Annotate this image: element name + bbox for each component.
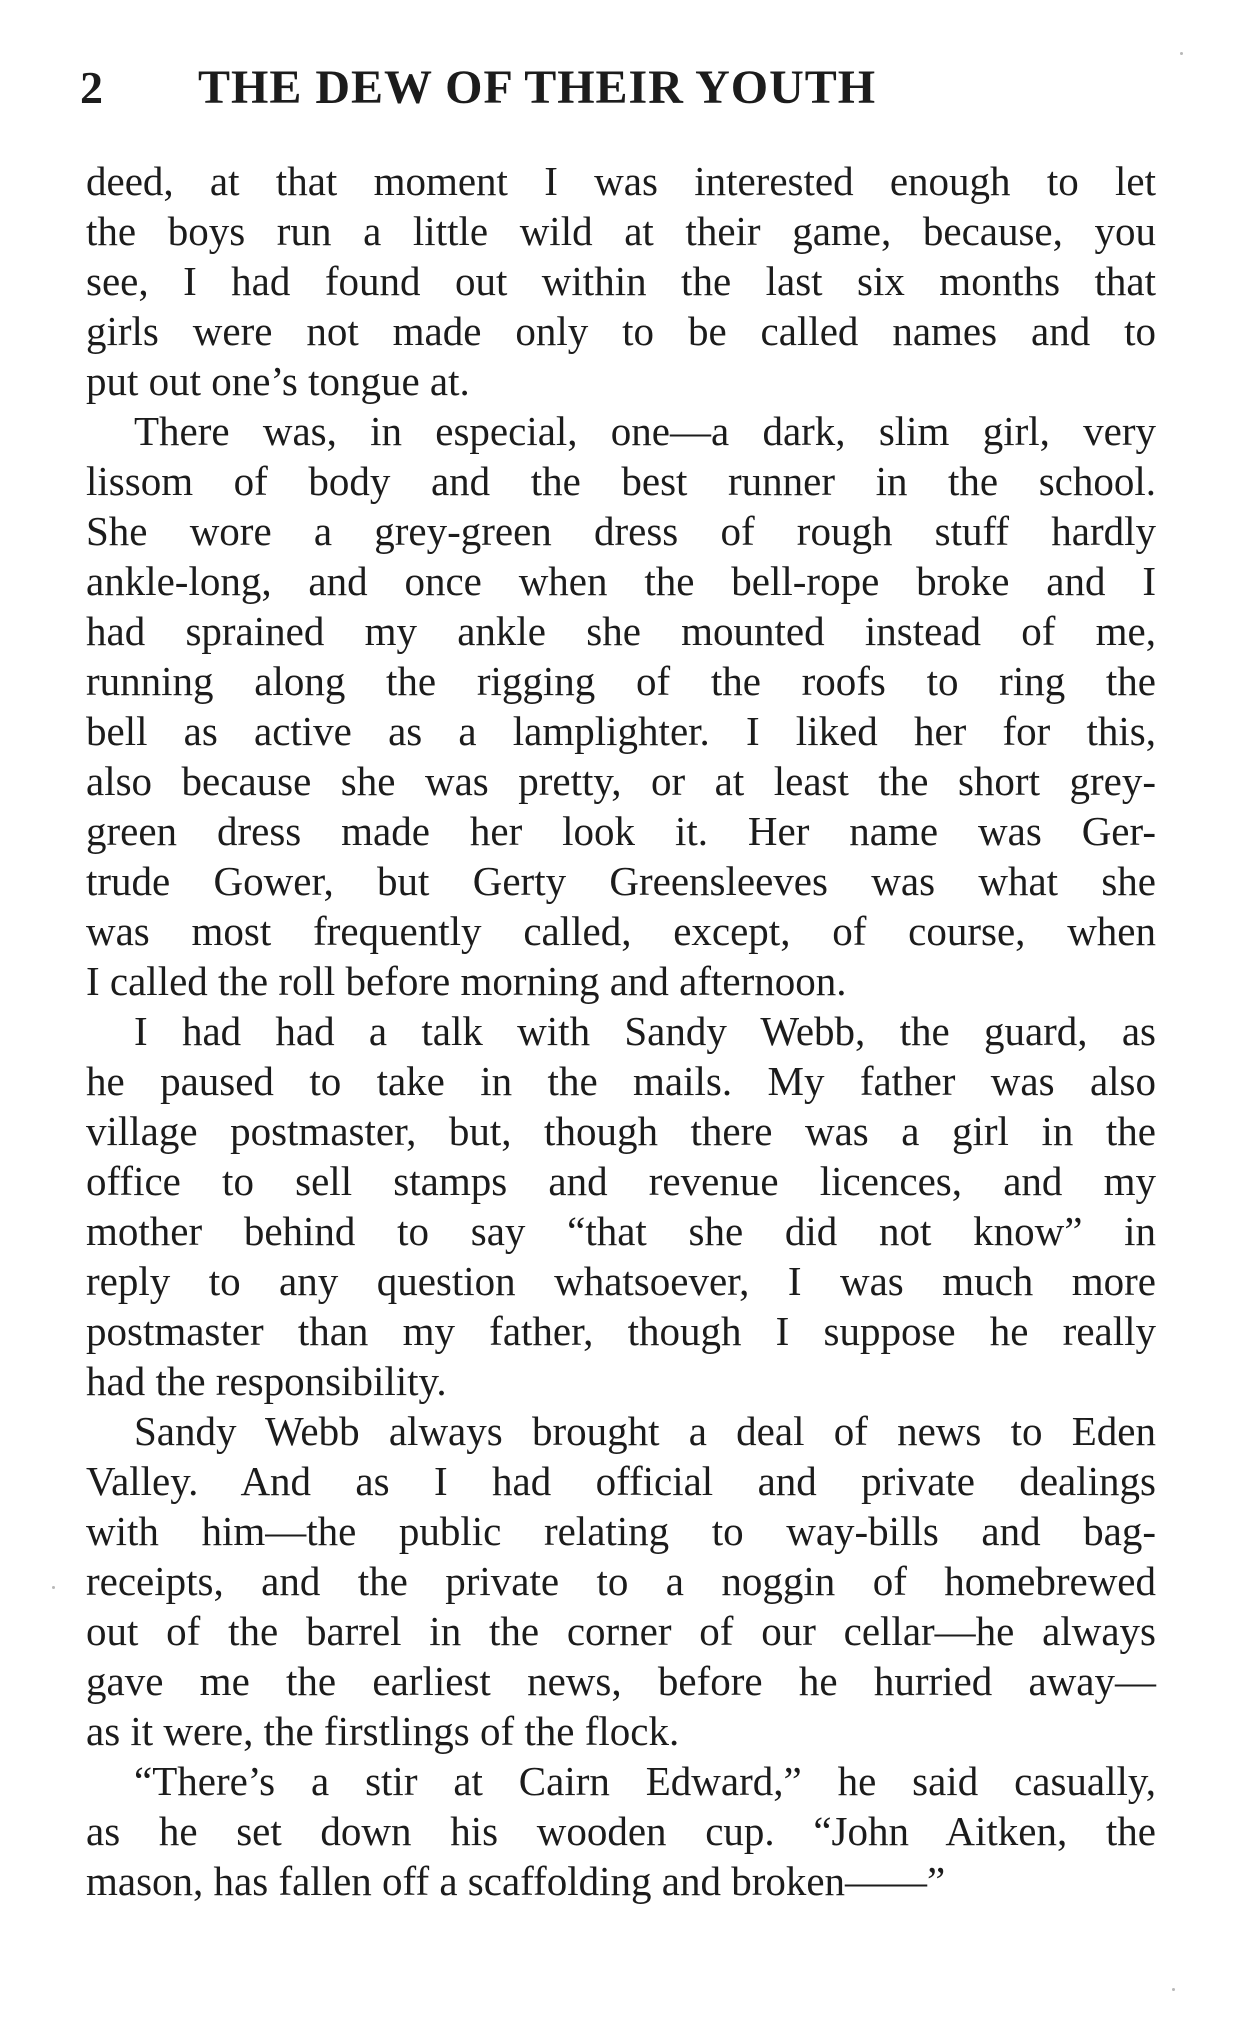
text-line: out of the barrel in the corner of our cellar—he always	[86, 1608, 1156, 1654]
text-line: receipts, and the private to a noggin of homebrewed	[86, 1558, 1156, 1604]
body-text	[86, 156, 1156, 1906]
text-line: trude Gower, but Gerty Greensleeves was what she	[86, 858, 1156, 904]
text-line: had sprained my ankle she mounted instead of me,	[86, 608, 1156, 654]
text-line: with him—the public relating to way-bills and bag-	[86, 1508, 1156, 1554]
text-line: office to sell stamps and revenue licences, and my	[86, 1158, 1156, 1204]
text-line: as it were, the firstlings of the flock.	[86, 1708, 680, 1754]
text-line: I called the roll before morning and afternoon.	[86, 958, 847, 1004]
text-line: “There’s a stir at Cairn Edward,” he said casually,	[134, 1758, 1156, 1804]
paper-speck	[52, 1586, 55, 1589]
text-line: There was, in especial, one—a dark, slim girl, very	[134, 408, 1156, 454]
text-line: running along the rigging of the roofs to ring the	[86, 658, 1156, 704]
text-line: girls were not made only to be called names and to	[86, 308, 1156, 354]
text-line: mason, has fallen off a scaffolding and broken——”	[86, 1858, 946, 1904]
text-line: bell as active as a lamplighter. I liked her for this,	[86, 708, 1156, 754]
text-line: deed, at that moment I was interested enough to let	[86, 158, 1156, 204]
text-line: also because she was pretty, or at least the short grey-	[86, 758, 1156, 804]
page-number: 2	[80, 62, 103, 113]
text-line: postmaster than my father, though I suppose he really	[86, 1308, 1156, 1354]
text-line: lissom of body and the best runner in the school.	[86, 458, 1156, 504]
text-line: village postmaster, but, though there was a girl in the	[86, 1108, 1156, 1154]
running-title: THE DEW OF THEIR YOUTH	[198, 61, 877, 114]
text-line: had the responsibility.	[86, 1358, 447, 1404]
text-line: mother behind to say “that she did not know” in	[86, 1208, 1156, 1254]
text-line: I had had a talk with Sandy Webb, the guard, as	[134, 1008, 1156, 1054]
text-line: see, I had found out within the last six months that	[86, 258, 1156, 304]
text-line: Sandy Webb always brought a deal of news to Eden	[134, 1408, 1156, 1454]
text-line: he paused to take in the mails. My father was also	[86, 1058, 1156, 1104]
paper-speck	[1172, 1988, 1175, 1991]
text-line: was most frequently called, except, of course, when	[86, 908, 1156, 954]
text-line: ankle-long, and once when the bell-rope broke and I	[86, 558, 1156, 604]
paper-speck	[1180, 52, 1183, 55]
text-line: green dress made her look it. Her name was Ger-	[86, 808, 1156, 854]
text-line: Valley. And as I had official and private dealings	[86, 1458, 1156, 1504]
text-line: the boys run a little wild at their game, because, you	[86, 208, 1156, 254]
text-line: put out one’s tongue at.	[86, 358, 470, 404]
page-header	[80, 58, 1170, 118]
text-line: reply to any question whatsoever, I was much more	[86, 1258, 1156, 1304]
text-line: gave me the earliest news, before he hurried away—	[86, 1658, 1156, 1704]
text-line: She wore a grey-green dress of rough stuff hardly	[86, 508, 1156, 554]
text-line: as he set down his wooden cup. “John Aitken, the	[86, 1808, 1156, 1854]
